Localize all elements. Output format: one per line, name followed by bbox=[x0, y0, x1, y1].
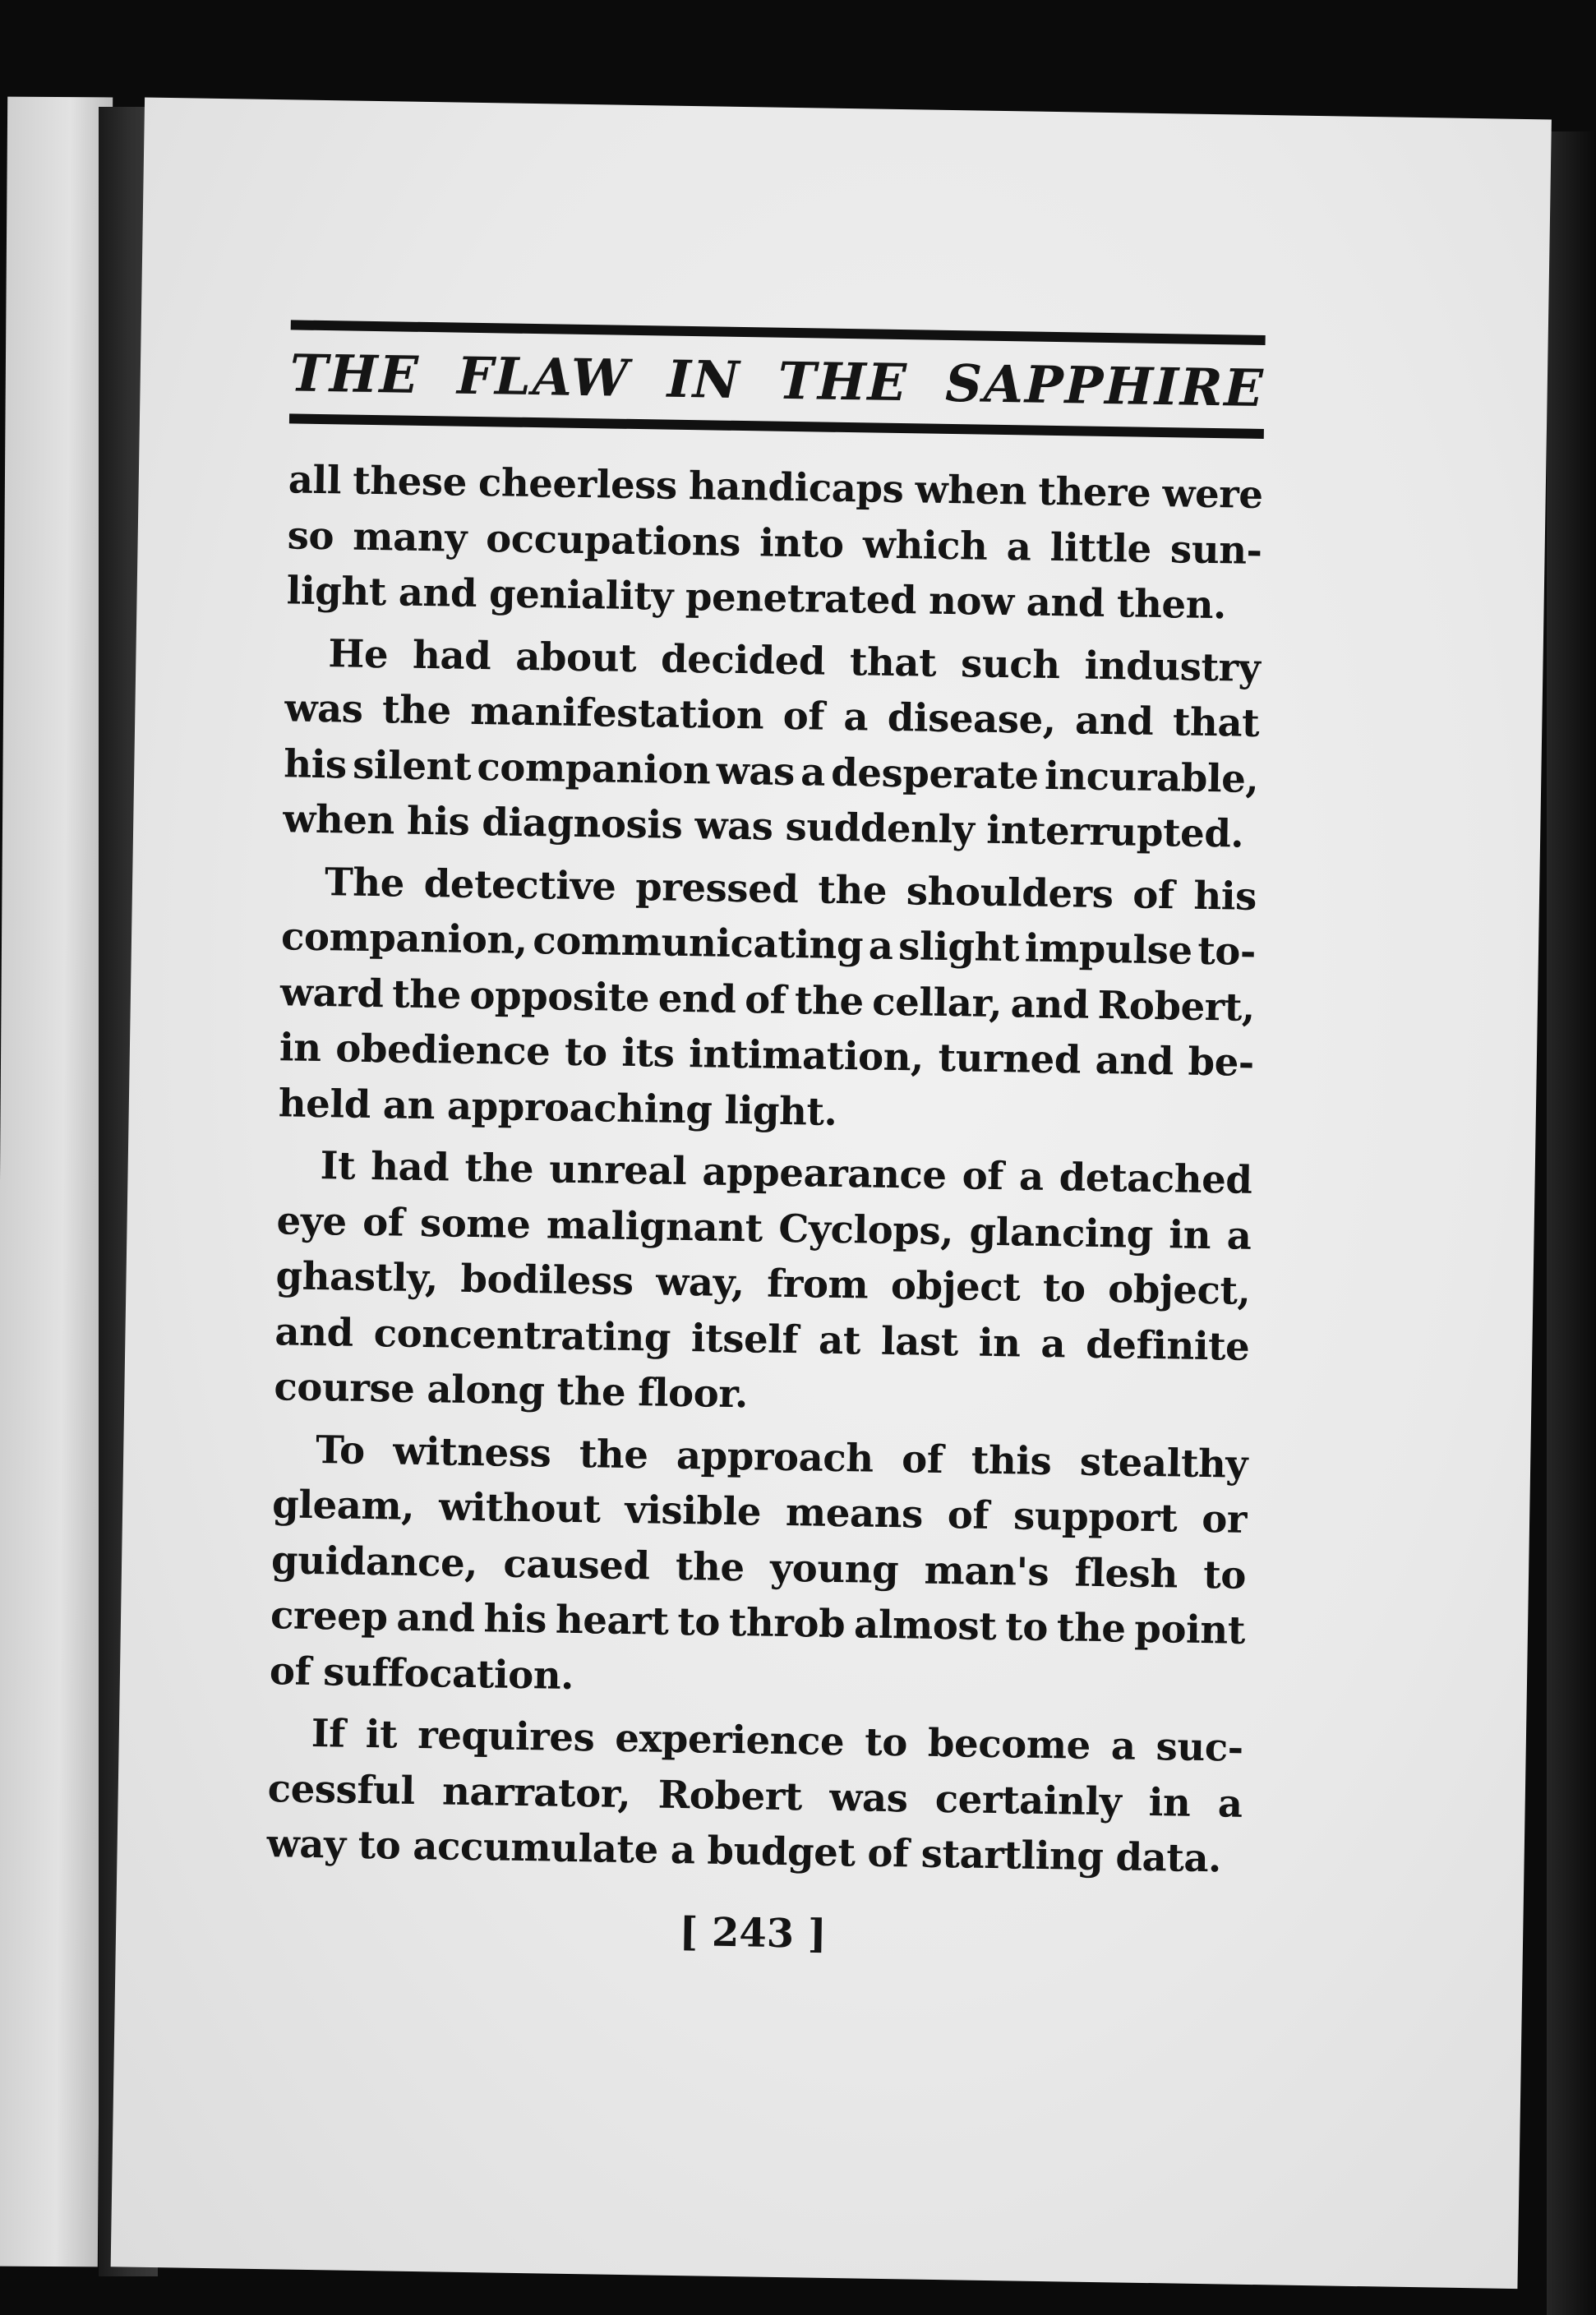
header-rule-bottom bbox=[289, 413, 1264, 439]
word: to bbox=[1042, 1264, 1086, 1311]
word: budget bbox=[707, 1827, 856, 1875]
word: of bbox=[1132, 871, 1175, 917]
word: now bbox=[928, 577, 1015, 625]
word: when bbox=[282, 795, 395, 843]
word: stealthy bbox=[1079, 1438, 1248, 1487]
word: which bbox=[862, 520, 988, 569]
word: his bbox=[483, 1595, 547, 1642]
word: handicaps bbox=[688, 463, 904, 512]
word: of bbox=[901, 1435, 943, 1482]
word: heart bbox=[555, 1596, 669, 1644]
word: a bbox=[843, 694, 869, 740]
word: He bbox=[328, 629, 389, 676]
adjacent-page-edge bbox=[0, 97, 113, 2267]
word: end bbox=[657, 975, 737, 1021]
word: detached bbox=[1059, 1154, 1252, 1202]
word: geniality bbox=[488, 570, 674, 619]
word: object bbox=[890, 1261, 1021, 1310]
word: it bbox=[365, 1711, 398, 1757]
word: gleam, bbox=[271, 1481, 415, 1529]
word: It bbox=[320, 1142, 356, 1188]
word: cessful bbox=[267, 1764, 416, 1813]
word: had bbox=[412, 631, 491, 678]
word: companion, bbox=[280, 913, 528, 962]
word: become bbox=[927, 1719, 1091, 1768]
word: to bbox=[676, 1598, 721, 1644]
word: was bbox=[694, 802, 774, 849]
word: young bbox=[769, 1544, 899, 1592]
word: and bbox=[398, 569, 477, 616]
word: object, bbox=[1107, 1266, 1251, 1313]
word: slight bbox=[897, 923, 1020, 971]
word: held bbox=[278, 1079, 371, 1127]
word: light bbox=[286, 567, 387, 615]
word: shoulders bbox=[906, 867, 1114, 916]
word: point bbox=[1134, 1605, 1246, 1653]
word: data. bbox=[1115, 1833, 1222, 1881]
word: concentrating bbox=[373, 1309, 671, 1360]
word: caused bbox=[503, 1540, 651, 1588]
word: unreal bbox=[548, 1146, 687, 1194]
word: guidance, bbox=[270, 1536, 478, 1585]
word: startling bbox=[920, 1830, 1104, 1879]
paragraph bbox=[286, 451, 1263, 633]
word: approach bbox=[676, 1432, 874, 1481]
word: then. bbox=[1116, 580, 1227, 628]
word: approaching bbox=[446, 1081, 713, 1132]
word: to bbox=[564, 1028, 608, 1075]
word: the bbox=[391, 970, 462, 1017]
paragraph bbox=[266, 1704, 1243, 1886]
word: definite bbox=[1085, 1321, 1250, 1369]
word: a bbox=[868, 922, 893, 968]
word: that bbox=[849, 638, 937, 685]
word: a bbox=[1110, 1722, 1137, 1769]
word: ghastly, bbox=[275, 1252, 439, 1301]
word: If bbox=[311, 1709, 346, 1756]
word: to bbox=[1202, 1551, 1247, 1598]
word: were bbox=[1162, 470, 1264, 517]
page-number: [ 243 ] bbox=[679, 1908, 828, 1958]
word: from bbox=[766, 1260, 869, 1307]
word: of bbox=[962, 1152, 1004, 1199]
word: was bbox=[284, 685, 364, 731]
word: such bbox=[960, 639, 1061, 687]
word: Robert bbox=[657, 1771, 803, 1819]
word: the bbox=[817, 866, 888, 913]
word: and bbox=[274, 1307, 354, 1355]
running-head-word: SAPPHIRE bbox=[944, 353, 1266, 418]
running-head-word: THE bbox=[289, 343, 421, 405]
word: floor. bbox=[637, 1369, 749, 1417]
word: and bbox=[1010, 980, 1090, 1027]
word: companion bbox=[477, 743, 711, 792]
word: of bbox=[744, 975, 786, 1022]
word: into bbox=[759, 519, 845, 566]
word: that bbox=[1172, 699, 1260, 745]
word: cheerless bbox=[477, 459, 678, 508]
paragraph bbox=[283, 625, 1261, 862]
word: cellar, bbox=[871, 978, 1003, 1026]
word: The bbox=[324, 858, 405, 906]
word: throb bbox=[728, 1598, 846, 1647]
word: means bbox=[785, 1489, 924, 1537]
word: desperate bbox=[830, 749, 1040, 798]
word: his bbox=[283, 740, 348, 787]
body-text bbox=[266, 451, 1263, 1886]
word: almost bbox=[853, 1601, 997, 1649]
word: and bbox=[1074, 697, 1154, 744]
book-page bbox=[111, 98, 1552, 2290]
word: suddenly bbox=[785, 803, 975, 852]
word: of bbox=[782, 692, 825, 739]
word: the bbox=[675, 1543, 745, 1589]
word: appearance bbox=[702, 1148, 948, 1198]
word: of bbox=[362, 1198, 404, 1245]
word: obedience bbox=[334, 1025, 551, 1074]
word: of bbox=[269, 1647, 311, 1694]
word: so bbox=[287, 511, 334, 558]
word: last bbox=[880, 1317, 959, 1364]
word: decided bbox=[660, 635, 826, 684]
word: opposite bbox=[469, 971, 650, 1020]
word: or bbox=[1201, 1495, 1248, 1542]
word: a bbox=[1018, 1153, 1045, 1199]
word: and bbox=[396, 1593, 476, 1641]
word: in bbox=[978, 1319, 1021, 1365]
word: in bbox=[1148, 1778, 1191, 1825]
word: his bbox=[1193, 872, 1257, 919]
word: creep bbox=[270, 1592, 389, 1639]
word: a bbox=[670, 1826, 695, 1873]
word: to bbox=[357, 1821, 401, 1868]
word: eye bbox=[276, 1197, 348, 1244]
word: flesh bbox=[1074, 1549, 1179, 1597]
word: witness bbox=[392, 1427, 551, 1476]
running-head-word: IN bbox=[667, 348, 742, 410]
word: its bbox=[621, 1029, 676, 1076]
word: requires bbox=[417, 1712, 595, 1760]
word: way bbox=[266, 1820, 347, 1867]
right-margin-shadow bbox=[1547, 131, 1596, 2315]
paragraph bbox=[278, 853, 1257, 1146]
word: to bbox=[864, 1718, 908, 1765]
word: the bbox=[556, 1367, 626, 1414]
word: and bbox=[1095, 1036, 1174, 1084]
word: little bbox=[1049, 523, 1152, 571]
word: the bbox=[579, 1430, 648, 1477]
word: diagnosis bbox=[481, 799, 683, 847]
word: in bbox=[279, 1024, 322, 1071]
word: some bbox=[419, 1199, 531, 1247]
word: a bbox=[800, 748, 826, 795]
word: glancing bbox=[969, 1207, 1154, 1257]
word: certainly bbox=[934, 1775, 1122, 1824]
word: had bbox=[370, 1143, 450, 1190]
word: penetrated bbox=[685, 573, 917, 623]
word: course bbox=[274, 1363, 415, 1411]
word: his bbox=[406, 797, 470, 844]
word: intimation, bbox=[688, 1031, 925, 1080]
word: Robert, bbox=[1097, 981, 1256, 1030]
word: there bbox=[1037, 468, 1151, 515]
word: itself bbox=[690, 1314, 799, 1362]
word: without bbox=[438, 1483, 602, 1532]
word: the bbox=[794, 976, 865, 1023]
word: interrupted. bbox=[986, 806, 1244, 856]
word: suc- bbox=[1155, 1723, 1244, 1770]
word: and bbox=[1026, 579, 1105, 625]
word: along bbox=[427, 1366, 546, 1413]
word: be- bbox=[1188, 1038, 1255, 1085]
word: an bbox=[382, 1081, 436, 1128]
word: many bbox=[352, 513, 468, 560]
word: suffocation. bbox=[322, 1648, 574, 1698]
word: the bbox=[1056, 1604, 1126, 1651]
word: about bbox=[514, 633, 637, 680]
word: occupations bbox=[485, 514, 741, 565]
word: detective bbox=[423, 860, 616, 909]
word: accumulate bbox=[412, 1822, 659, 1872]
word: the bbox=[381, 686, 452, 733]
word: light. bbox=[724, 1086, 837, 1134]
word: turned bbox=[938, 1034, 1082, 1082]
word: visible bbox=[625, 1486, 762, 1534]
word: incurable, bbox=[1044, 752, 1259, 801]
word: way, bbox=[655, 1258, 745, 1306]
word: a bbox=[1040, 1320, 1066, 1366]
word: of bbox=[867, 1829, 910, 1876]
word: a bbox=[1217, 1779, 1243, 1826]
word: man's bbox=[924, 1547, 1049, 1594]
word: narrator, bbox=[441, 1767, 631, 1816]
word: these bbox=[352, 457, 468, 505]
word: To bbox=[315, 1426, 366, 1473]
word: bodiless bbox=[460, 1255, 634, 1304]
paragraph bbox=[270, 1421, 1248, 1713]
word: all bbox=[288, 456, 342, 503]
word: when bbox=[915, 466, 1027, 514]
word: to bbox=[1004, 1603, 1049, 1650]
header-rule-top bbox=[291, 320, 1266, 345]
word: of bbox=[947, 1492, 989, 1538]
word: support bbox=[1012, 1492, 1178, 1541]
word: industry bbox=[1084, 642, 1261, 690]
word: experience bbox=[614, 1714, 845, 1764]
word: malignant bbox=[546, 1201, 763, 1251]
word: a bbox=[1226, 1211, 1252, 1258]
word: pressed bbox=[634, 863, 799, 911]
word: disease, bbox=[887, 694, 1057, 743]
word: a bbox=[1006, 523, 1031, 570]
page-content bbox=[265, 320, 1266, 1963]
word: the bbox=[464, 1144, 534, 1192]
running-head-word: THE bbox=[777, 350, 909, 413]
word: silent bbox=[352, 741, 472, 789]
running-head-word: FLAW bbox=[456, 345, 631, 408]
word: manifestation bbox=[469, 687, 764, 738]
word: was bbox=[828, 1773, 908, 1820]
word: at bbox=[818, 1317, 861, 1363]
word: in bbox=[1169, 1211, 1211, 1257]
word: Cyclops, bbox=[777, 1205, 954, 1253]
word: this bbox=[971, 1436, 1052, 1483]
paragraph bbox=[274, 1137, 1252, 1429]
word: communicating bbox=[533, 917, 864, 968]
word: sun- bbox=[1169, 525, 1262, 573]
word: to- bbox=[1197, 927, 1257, 974]
word: impulse bbox=[1024, 925, 1193, 973]
word: was bbox=[716, 747, 796, 794]
running-head bbox=[289, 343, 1266, 418]
word: ward bbox=[279, 968, 385, 1016]
